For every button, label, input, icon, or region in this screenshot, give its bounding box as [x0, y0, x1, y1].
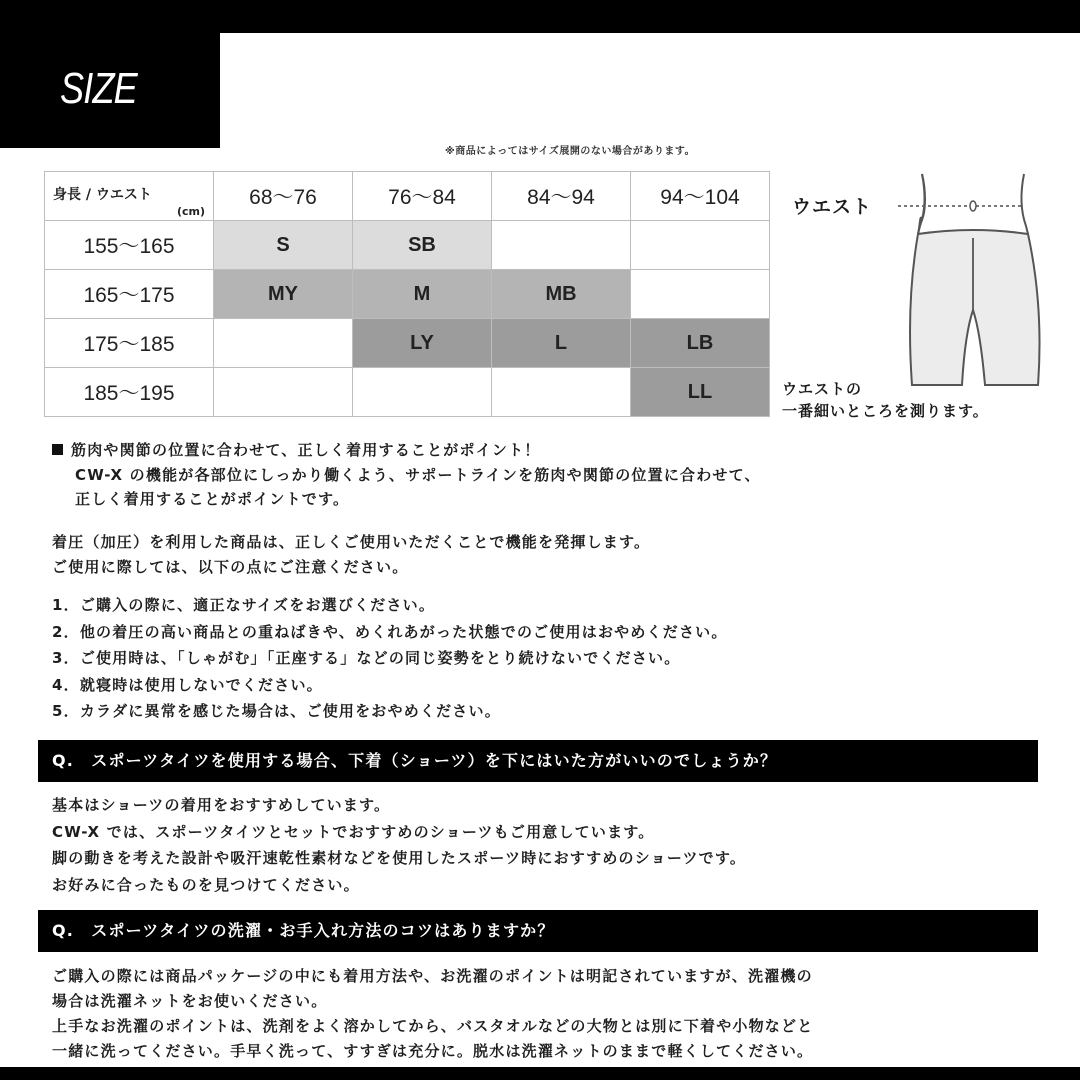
- answer-line: ご購入の際には商品パッケージの中にも着用方法や、お洗濯のポイントは明記されていますが、洗濯機の: [52, 967, 813, 985]
- table-row: [45, 270, 770, 319]
- caption-line: ウエストの: [782, 380, 863, 398]
- size-title-box: [0, 0, 220, 148]
- size-chart-table: [44, 171, 770, 417]
- intro-section: [52, 438, 761, 512]
- caution-line: 着圧（加圧）を利用した商品は、正しくご使用いただくことで機能を発揮します。: [52, 533, 651, 551]
- list-item: 4．就寝時は使用しないでください。: [52, 675, 323, 694]
- caution-list: [52, 592, 728, 725]
- size-cell-empty: [353, 368, 492, 417]
- page-title: SIZE: [60, 64, 137, 113]
- size-cell-empty: [492, 368, 631, 417]
- size-cell: MY: [214, 270, 353, 319]
- size-cell: SB: [353, 221, 492, 270]
- answer-line: お好みに合ったものを見つけてください。: [52, 875, 360, 894]
- size-cell-empty: [492, 221, 631, 270]
- size-cell: M: [353, 270, 492, 319]
- faq-answer-washing: [52, 964, 813, 1064]
- size-cell-empty: [214, 368, 353, 417]
- size-cell-empty: [631, 221, 770, 270]
- table-row: [45, 319, 770, 368]
- intro-line: 正しく着用することがポイントです。: [75, 490, 350, 508]
- corner-header: [45, 172, 214, 221]
- table-row: [45, 221, 770, 270]
- measure-caption: [782, 378, 989, 422]
- size-cell-empty: [214, 319, 353, 368]
- height-range: 175〜185: [45, 319, 214, 368]
- unit-label: (cm): [176, 204, 205, 218]
- bottom-black-band: [0, 1067, 1080, 1080]
- intro-line: CW-X の機能が各部位にしっかり働くよう、サポートラインを筋肉や関節の位置に合わせて、: [75, 465, 761, 484]
- answer-line: 一緒に洗ってください。手早く洗って、すすぎは充分に。脱水は洗濯ネットのままで軽くしてください。: [52, 1042, 814, 1060]
- list-item: 5．カラダに異常を感じた場合は、ご使用をおやめください。: [52, 702, 501, 720]
- waist-column-header: 94〜104: [631, 172, 770, 221]
- waist-label: ウエスト: [792, 196, 873, 218]
- waist-column-header: 84〜94: [492, 172, 631, 221]
- availability-note: ※商品によってはサイズ展開のない場合があります。: [445, 146, 696, 157]
- size-cell: LB: [631, 319, 770, 368]
- caution-line: ご使用に際しては、以下の点にご注意ください。: [52, 557, 409, 576]
- intro-heading-text: 筋肉や関節の位置に合わせて、正しく着用することがポイント！: [71, 441, 541, 459]
- intro-heading: [52, 438, 761, 463]
- square-bullet-icon: [52, 444, 63, 455]
- size-cell: L: [492, 319, 631, 368]
- waist-column-header: 76〜84: [353, 172, 492, 221]
- answer-line: CW-X では、スポーツタイツとセットでおすすめのショーツもご用意しています。: [52, 822, 655, 841]
- faq-question-underwear: Q. スポーツタイツを使用する場合、下着（ショーツ）を下にはいた方がいいのでしょうか？: [38, 740, 1038, 782]
- answer-line: 脚の動きを考えた設計や吸汗速乾性素材などを使用したスポーツ時におすすめのショーツです。: [52, 849, 747, 867]
- height-range: 155〜165: [45, 221, 214, 270]
- caution-section: [52, 530, 650, 579]
- size-cell: MB: [492, 270, 631, 319]
- table-header-row: [45, 172, 770, 221]
- size-cell: LL: [631, 368, 770, 417]
- list-item: 1．ご購入の際に、適正なサイズをお選びください。: [52, 596, 436, 614]
- list-item: 2．他の着圧の高い商品との重ねばきや、めくれあがった状態でのご使用はおやめください。: [52, 622, 728, 641]
- waist-measurement-figure: [780, 160, 1070, 450]
- height-range: 165〜175: [45, 270, 214, 319]
- answer-line: 基本はショーツの着用をおすすめしています。: [52, 796, 391, 814]
- size-cell: S: [214, 221, 353, 270]
- answer-line: 場合は洗濯ネットをお使いください。: [52, 992, 328, 1010]
- corner-label: 身長 / ウエスト: [53, 187, 152, 204]
- faq-question-washing: Q. スポーツタイツの洗濯・お手入れ方法のコツはありますか？: [38, 910, 1038, 952]
- waist-column-header: 68〜76: [214, 172, 353, 221]
- height-range: 185〜195: [45, 368, 214, 417]
- list-item: 3．ご使用時は、「しゃがむ」「正座する」などの同じ姿勢をとり続けないでください。: [52, 649, 681, 667]
- answer-line: 上手なお洗濯のポイントは、洗剤をよく溶かしてから、バスタオルなどの大物とは別に下着や小物などと: [52, 1017, 814, 1035]
- table-row: [45, 368, 770, 417]
- size-cell: LY: [353, 319, 492, 368]
- size-cell-empty: [631, 270, 770, 319]
- faq-answer-underwear: [52, 792, 746, 898]
- caption-line: 一番細いところを測ります。: [782, 402, 989, 420]
